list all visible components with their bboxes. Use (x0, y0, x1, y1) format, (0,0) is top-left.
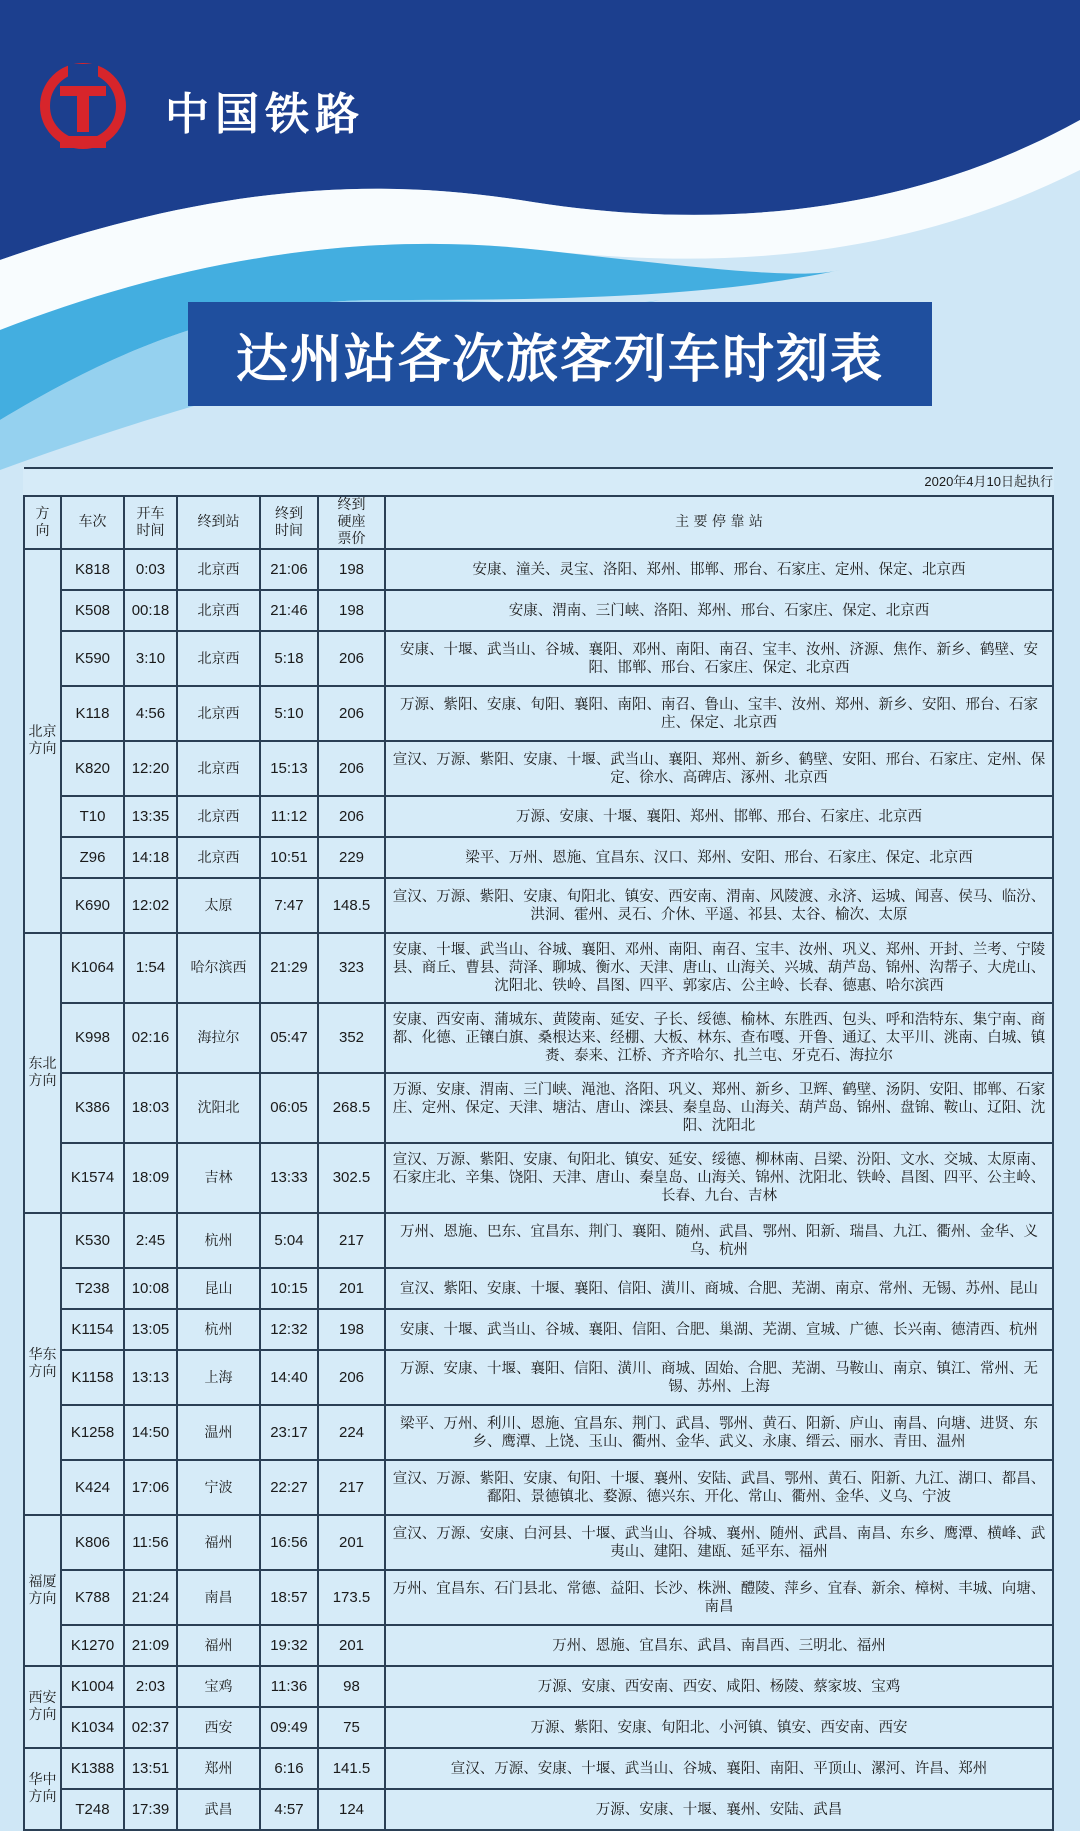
hard-seat-fare: 229 (318, 837, 385, 878)
arrive-time: 10:15 (260, 1268, 318, 1309)
arrive-time: 18:57 (260, 1570, 318, 1625)
terminal-station: 上海 (177, 1350, 260, 1405)
hard-seat-fare: 206 (318, 741, 385, 796)
effective-date: 2020年4月10日起执行 (24, 468, 1053, 496)
depart-time: 10:08 (124, 1268, 177, 1309)
main-stops: 万源、紫阳、安康、旬阳北、小河镇、镇安、西安南、西安 (385, 1707, 1053, 1748)
hard-seat-fare: 198 (318, 1309, 385, 1350)
terminal-station: 北京西 (177, 741, 260, 796)
hard-seat-fare: 302.5 (318, 1143, 385, 1213)
arrive-time: 21:46 (260, 590, 318, 631)
depart-time: 14:18 (124, 837, 177, 878)
table-row (24, 1515, 1053, 1570)
direction-label: 东北方向 (28, 1056, 57, 1089)
direction-cell (24, 933, 61, 1213)
table-row (24, 686, 1053, 741)
arrive-time: 4:57 (260, 1789, 318, 1830)
column-header-train-cell (61, 496, 124, 549)
table-row (24, 1268, 1053, 1309)
train-number: T248 (61, 1789, 124, 1830)
main-stops: 万源、安康、西安南、西安、咸阳、杨陵、蔡家坡、宝鸡 (385, 1666, 1053, 1707)
train-number: K1574 (61, 1143, 124, 1213)
depart-time: 2:45 (124, 1213, 177, 1268)
train-number: K820 (61, 741, 124, 796)
hard-seat-fare: 173.5 (318, 1570, 385, 1625)
hard-seat-fare: 352 (318, 1003, 385, 1073)
column-header-direction: 方向 (35, 505, 50, 539)
arrive-time: 12:32 (260, 1309, 318, 1350)
table-row (24, 590, 1053, 631)
terminal-station: 福州 (177, 1625, 260, 1666)
direction-label: 华中方向 (28, 1772, 57, 1805)
direction-cell (24, 1748, 61, 1830)
hard-seat-fare: 224 (318, 1405, 385, 1460)
main-stops: 万州、恩施、宜昌东、武昌、南昌西、三明北、福州 (385, 1625, 1053, 1666)
direction-cell (24, 549, 61, 933)
train-number: T238 (61, 1268, 124, 1309)
direction-label: 西安方向 (28, 1690, 57, 1723)
train-number: K690 (61, 878, 124, 933)
hard-seat-fare: 206 (318, 796, 385, 837)
depart-time: 00:18 (124, 590, 177, 631)
table-row (24, 1707, 1053, 1748)
arrive-time: 11:36 (260, 1666, 318, 1707)
terminal-station: 吉林 (177, 1143, 260, 1213)
terminal-station: 哈尔滨西 (177, 933, 260, 1003)
column-header-train: 车次 (78, 514, 107, 530)
depart-time: 21:24 (124, 1570, 177, 1625)
depart-time: 18:03 (124, 1073, 177, 1143)
table-row (24, 549, 1053, 590)
table-row (24, 1003, 1053, 1073)
timetable (23, 467, 1054, 1831)
train-number: K806 (61, 1515, 124, 1570)
arrive-time: 14:40 (260, 1350, 318, 1405)
train-number: K590 (61, 631, 124, 686)
arrive-time: 7:47 (260, 878, 318, 933)
terminal-station: 沈阳北 (177, 1073, 260, 1143)
direction-cell (24, 1213, 61, 1515)
direction-label: 华东方向 (28, 1347, 57, 1380)
main-stops: 宣汉、万源、安康、白河县、十堰、武当山、谷城、襄州、随州、武昌、南昌、东乡、鹰潭、横峰、武夷山、建阳、建瓯、延平东、福州 (385, 1515, 1053, 1570)
arrive-time: 06:05 (260, 1073, 318, 1143)
train-number: K1034 (61, 1707, 124, 1748)
terminal-station: 郑州 (177, 1748, 260, 1789)
depart-time: 12:20 (124, 741, 177, 796)
hard-seat-fare: 75 (318, 1707, 385, 1748)
table-row (24, 1460, 1053, 1515)
column-header-terminal-cell (177, 496, 260, 549)
terminal-station: 南昌 (177, 1570, 260, 1625)
table-row (24, 1213, 1053, 1268)
train-number: K1258 (61, 1405, 124, 1460)
depart-time: 13:51 (124, 1748, 177, 1789)
depart-time: 1:54 (124, 933, 177, 1003)
train-number: K788 (61, 1570, 124, 1625)
train-number: K1154 (61, 1309, 124, 1350)
arrive-time: 23:17 (260, 1405, 318, 1460)
depart-time: 13:13 (124, 1350, 177, 1405)
train-number: K1158 (61, 1350, 124, 1405)
arrive-time: 11:12 (260, 796, 318, 837)
terminal-station: 北京西 (177, 631, 260, 686)
column-header-main-stops-cell (385, 496, 1053, 549)
column-header-terminal: 终到站 (197, 514, 240, 530)
main-stops: 宣汉、万源、紫阳、安康、旬阳北、镇安、延安、绥德、柳林南、吕梁、汾阳、文水、交城、太原南、石家庄北、辛集、饶阳、天津、唐山、秦皇岛、山海关、锦州、沈阳北、铁岭、昌图、四平、公主岭、长春、九台、吉林 (385, 1143, 1053, 1213)
main-stops: 万源、安康、十堰、襄州、安陆、武昌 (385, 1789, 1053, 1830)
table-row (24, 1143, 1053, 1213)
column-header-depart-time-cell (124, 496, 177, 549)
table-row (24, 631, 1053, 686)
hard-seat-fare: 323 (318, 933, 385, 1003)
main-stops: 梁平、万州、利川、恩施、宜昌东、荆门、武昌、鄂州、黄石、阳新、庐山、南昌、向塘、进贤、东乡、鹰潭、上饶、玉山、衢州、金华、武义、永康、缙云、丽水、青田、温州 (385, 1405, 1053, 1460)
column-header-main-stops: 主 要 停 靠 站 (675, 514, 763, 530)
arrive-time: 5:10 (260, 686, 318, 741)
hard-seat-fare: 98 (318, 1666, 385, 1707)
direction-label: 福厦方向 (28, 1573, 57, 1607)
hard-seat-fare: 201 (318, 1625, 385, 1666)
train-number: K1270 (61, 1625, 124, 1666)
depart-time: 13:35 (124, 796, 177, 837)
terminal-station: 北京西 (177, 549, 260, 590)
table-row (24, 1666, 1053, 1707)
train-number: K508 (61, 590, 124, 631)
train-number: K424 (61, 1460, 124, 1515)
depart-time: 17:39 (124, 1789, 177, 1830)
depart-time: 14:50 (124, 1405, 177, 1460)
terminal-station: 温州 (177, 1405, 260, 1460)
train-number: K1064 (61, 933, 124, 1003)
hard-seat-fare: 201 (318, 1515, 385, 1570)
main-stops: 万州、宜昌东、石门县北、常德、益阳、长沙、株洲、醴陵、萍乡、宜春、新余、樟树、丰城、向塘、南昌 (385, 1570, 1053, 1625)
hard-seat-fare: 198 (318, 549, 385, 590)
terminal-station: 杭州 (177, 1309, 260, 1350)
table-row (24, 796, 1053, 837)
depart-time: 12:02 (124, 878, 177, 933)
table-row (24, 1748, 1053, 1789)
terminal-station: 海拉尔 (177, 1003, 260, 1073)
arrive-time: 22:27 (260, 1460, 318, 1515)
table-row (24, 933, 1053, 1003)
direction-cell (24, 1666, 61, 1748)
arrive-time: 13:33 (260, 1143, 318, 1213)
arrive-time: 10:51 (260, 837, 318, 878)
main-stops: 宣汉、万源、安康、十堰、武当山、谷城、襄阳、南阳、平顶山、漯河、许昌、郑州 (385, 1748, 1053, 1789)
terminal-station: 北京西 (177, 686, 260, 741)
arrive-time: 05:47 (260, 1003, 318, 1073)
arrive-time: 5:18 (260, 631, 318, 686)
main-stops: 万州、恩施、巴东、宜昌东、荆门、襄阳、随州、武昌、鄂州、阳新、瑞昌、九江、衢州、金华、义乌、杭州 (385, 1213, 1053, 1268)
main-stops: 宣汉、紫阳、安康、十堰、襄阳、信阳、潢川、商城、合肥、芜湖、南京、常州、无锡、苏州、昆山 (385, 1268, 1053, 1309)
train-number: Z96 (61, 837, 124, 878)
train-number: K386 (61, 1073, 124, 1143)
china-railway-logo (38, 60, 128, 156)
hard-seat-fare: 198 (318, 590, 385, 631)
train-number: K998 (61, 1003, 124, 1073)
title-banner (188, 302, 932, 406)
hard-seat-fare: 141.5 (318, 1748, 385, 1789)
terminal-station: 宝鸡 (177, 1666, 260, 1707)
terminal-station: 北京西 (177, 837, 260, 878)
hard-seat-fare: 201 (318, 1268, 385, 1309)
main-stops: 安康、渭南、三门峡、洛阳、郑州、邢台、石家庄、保定、北京西 (385, 590, 1053, 631)
hard-seat-fare: 217 (318, 1460, 385, 1515)
train-number: K818 (61, 549, 124, 590)
table-row (24, 1350, 1053, 1405)
arrive-time: 19:32 (260, 1625, 318, 1666)
depart-time: 3:10 (124, 631, 177, 686)
arrive-time: 15:13 (260, 741, 318, 796)
depart-time: 02:16 (124, 1003, 177, 1073)
column-header-depart-time: 开车时间 (136, 505, 165, 539)
table-row (24, 1405, 1053, 1460)
main-stops: 万源、安康、十堰、襄阳、信阳、潢川、商城、固始、合肥、芜湖、马鞍山、南京、镇江、常州、无锡、苏州、上海 (385, 1350, 1053, 1405)
main-stops: 安康、十堰、武当山、谷城、襄阳、邓州、南阳、南召、宝丰、汝州、巩义、郑州、开封、兰考、宁陵县、商丘、曹县、菏泽、聊城、衡水、天津、唐山、山海关、兴城、葫芦岛、锦州、沟帮子、大虎山、沈阳北、铁岭、昌图、四平、郭家店、公主岭、长春、德惠、哈尔滨西 (385, 933, 1053, 1003)
hard-seat-fare: 268.5 (318, 1073, 385, 1143)
depart-time: 17:06 (124, 1460, 177, 1515)
main-stops: 宣汉、万源、紫阳、安康、旬阳、十堰、襄州、安陆、武昌、鄂州、黄石、阳新、九江、湖口、都昌、鄱阳、景德镇北、婺源、德兴东、开化、常山、衢州、金华、义乌、宁波 (385, 1460, 1053, 1515)
terminal-station: 北京西 (177, 590, 260, 631)
hard-seat-fare: 206 (318, 1350, 385, 1405)
main-stops: 安康、十堰、武当山、谷城、襄阳、信阳、合肥、巢湖、芜湖、宣城、广德、长兴南、德清西、杭州 (385, 1309, 1053, 1350)
depart-time: 11:56 (124, 1515, 177, 1570)
table-row (24, 878, 1053, 933)
table-row (24, 1309, 1053, 1350)
table-row (24, 1570, 1053, 1625)
main-stops: 万源、安康、十堰、襄阳、郑州、邯郸、邢台、石家庄、北京西 (385, 796, 1053, 837)
direction-label: 北京方向 (28, 724, 57, 757)
main-stops: 万源、紫阳、安康、旬阳、襄阳、南阳、南召、鲁山、宝丰、汝州、郑州、新乡、安阳、邢台、石家庄、保定、北京西 (385, 686, 1053, 741)
main-stops: 安康、潼关、灵宝、洛阳、郑州、邯郸、邢台、石家庄、定州、保定、北京西 (385, 549, 1053, 590)
arrive-time: 16:56 (260, 1515, 318, 1570)
hard-seat-fare: 217 (318, 1213, 385, 1268)
depart-time: 02:37 (124, 1707, 177, 1748)
column-header-fare-cell (318, 496, 385, 549)
brand-name: 中国铁路 (165, 89, 365, 140)
hard-seat-fare: 148.5 (318, 878, 385, 933)
main-stops: 安康、十堰、武当山、谷城、襄阳、邓州、南阳、南召、宝丰、汝州、济源、焦作、新乡、鹤壁、安阳、邯郸、邢台、石家庄、保定、北京西 (385, 631, 1053, 686)
hard-seat-fare: 206 (318, 686, 385, 741)
depart-time: 18:09 (124, 1143, 177, 1213)
arrive-time: 5:04 (260, 1213, 318, 1268)
terminal-station: 北京西 (177, 796, 260, 837)
table-row (24, 1789, 1053, 1830)
arrive-time: 09:49 (260, 1707, 318, 1748)
table-row (24, 1625, 1053, 1666)
table-row (24, 1073, 1053, 1143)
table-row (24, 837, 1053, 878)
main-stops: 梁平、万州、恩施、宜昌东、汉口、郑州、安阳、邢台、石家庄、保定、北京西 (385, 837, 1053, 878)
terminal-station: 太原 (177, 878, 260, 933)
depart-time: 0:03 (124, 549, 177, 590)
main-stops: 万源、安康、渭南、三门峡、渑池、洛阳、巩义、郑州、新乡、卫辉、鹤壁、汤阴、安阳、邯郸、石家庄、定州、保定、天津、塘沽、唐山、滦县、秦皇岛、山海关、葫芦岛、锦州、盘锦、鞍山、辽阳、沈阳、沈阳北 (385, 1073, 1053, 1143)
main-stops: 宣汉、万源、紫阳、安康、十堰、武当山、襄阳、郑州、新乡、鹤壁、安阳、邢台、石家庄、定州、保定、徐水、高碑店、涿州、北京西 (385, 741, 1053, 796)
depart-time: 2:03 (124, 1666, 177, 1707)
column-header-arrive-time: 终到时间 (275, 505, 303, 539)
terminal-station: 杭州 (177, 1213, 260, 1268)
arrive-time: 21:06 (260, 549, 318, 590)
direction-cell (24, 1515, 61, 1666)
train-number: T10 (61, 796, 124, 837)
terminal-station: 宁波 (177, 1460, 260, 1515)
arrive-time: 21:29 (260, 933, 318, 1003)
column-header-arrive-time-cell (260, 496, 318, 549)
train-number: K1004 (61, 1666, 124, 1707)
main-stops: 宣汉、万源、紫阳、安康、旬阳北、镇安、西安南、渭南、风陵渡、永济、运城、闻喜、侯马、临汾、洪洞、霍州、灵石、介休、平遥、祁县、太谷、榆次、太原 (385, 878, 1053, 933)
hard-seat-fare: 206 (318, 631, 385, 686)
column-header-direction-cell (24, 496, 61, 549)
depart-time: 13:05 (124, 1309, 177, 1350)
main-stops: 安康、西安南、蒲城东、黄陵南、延安、子长、绥德、榆林、东胜西、包头、呼和浩特东、集宁南、商都、化德、正镶白旗、桑根达来、经棚、大板、林东、查布嘎、开鲁、通辽、太平川、洮南、白城、镇赉、泰来、江桥、齐齐哈尔、扎兰屯、牙克石、海拉尔 (385, 1003, 1053, 1073)
depart-time: 21:09 (124, 1625, 177, 1666)
terminal-station: 昆山 (177, 1268, 260, 1309)
train-number: K1388 (61, 1748, 124, 1789)
train-number: K530 (61, 1213, 124, 1268)
hard-seat-fare: 124 (318, 1789, 385, 1830)
table-row (24, 741, 1053, 796)
timetable-table (23, 467, 1054, 1831)
terminal-station: 福州 (177, 1515, 260, 1570)
terminal-station: 武昌 (177, 1789, 260, 1830)
train-number: K118 (61, 686, 124, 741)
depart-time: 4:56 (124, 686, 177, 741)
page-title: 达州站各次旅客列车时刻表 (235, 329, 884, 390)
column-header-fare: 终到硬座票价 (337, 497, 366, 547)
arrive-time: 6:16 (260, 1748, 318, 1789)
terminal-station: 西安 (177, 1707, 260, 1748)
